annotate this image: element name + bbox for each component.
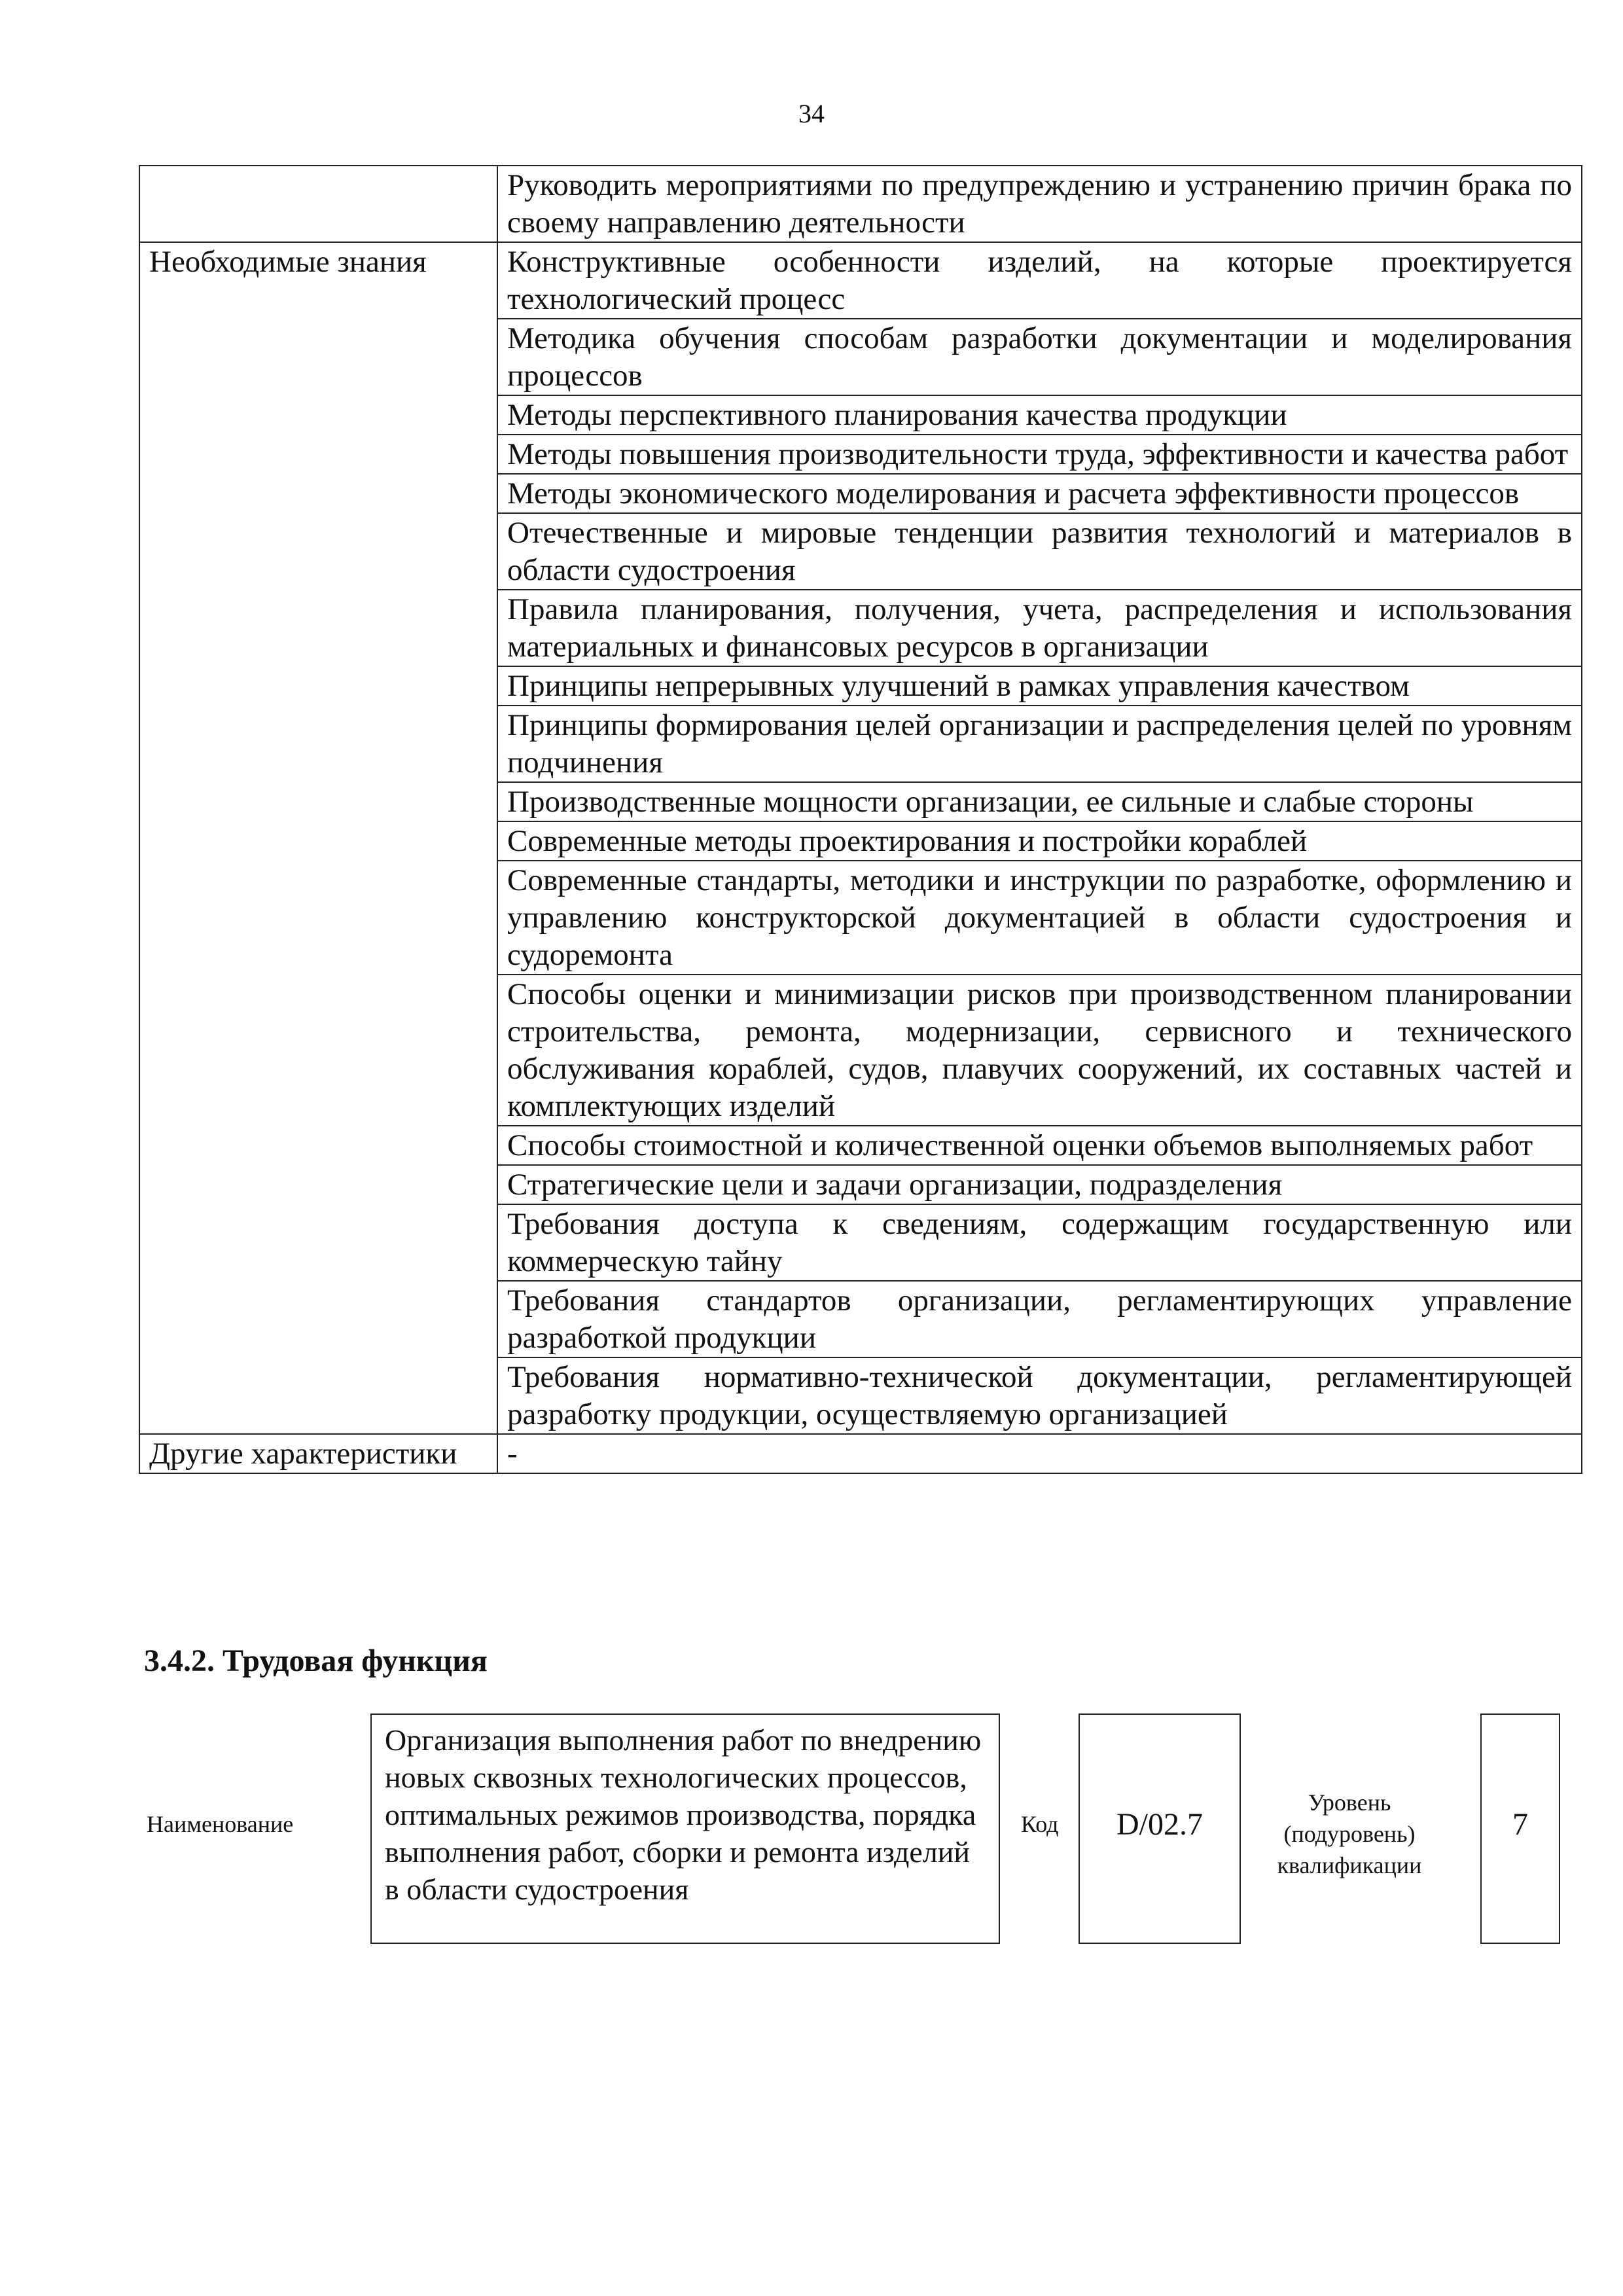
row-text: Производственные мощности организации, ее сильные и слабые стороны: [497, 782, 1582, 821]
name-value-box: Организация выполнения работ по внедрению новых сквозных технологических процессов, оптимальных режимов производства, порядка выполнения работ, сборки и ремонта изделий в области судостроения: [370, 1713, 1000, 1944]
level-label-line: (подуровень): [1283, 1821, 1416, 1847]
page-number: 34: [798, 99, 825, 128]
row-text: Методика обучения способам разработки документации и моделирования процессов: [497, 319, 1582, 395]
row-text: Методы перспективного планирования качества продукции: [497, 395, 1582, 435]
row-text: Принципы непрерывных улучшений в рамках управления качеством: [497, 666, 1582, 706]
row-text: -: [497, 1434, 1582, 1473]
row-label-required-knowledge: Необходимые знания: [139, 242, 497, 1434]
row-text: Методы повышения производительности труда, эффективности и качества работ: [497, 435, 1582, 474]
row-label-other-characteristics: Другие характеристики: [139, 1434, 497, 1473]
row-text: Стратегические цели и задачи организации, подразделения: [497, 1165, 1582, 1204]
row-text: Требования доступа к сведениям, содержащим государственную или коммерческую тайну: [497, 1204, 1582, 1281]
row-text: Современные методы проектирования и постройки кораблей: [497, 821, 1582, 861]
code-value-box: D/02.7: [1079, 1713, 1241, 1944]
row-text: Требования стандартов организации, регламентирующих управление разработкой продукции: [497, 1281, 1582, 1357]
row-text: Требования нормативно-технической документации, регламентирующей разработку продукции, осуществляемую организацией: [497, 1357, 1582, 1434]
row-text: Правила планирования, получения, учета, распределения и использования материальных и финансовых ресурсов в организации: [497, 590, 1582, 666]
section-title: 3.4.2. Трудовая функция: [144, 1643, 488, 1678]
level-label: [1251, 1787, 1448, 1881]
table-row: [139, 166, 1582, 242]
labor-function-header: [139, 1713, 1581, 1946]
row-text: Руководить мероприятиями по предупреждению и устранению причин брака по своему направлению деятельности: [497, 166, 1582, 242]
table-row: [139, 242, 1582, 319]
row-text: Методы экономического моделирования и расчета эффективности процессов: [497, 474, 1582, 513]
knowledge-table: [139, 165, 1582, 1474]
code-label: Код: [1021, 1811, 1059, 1837]
name-label: Наименование: [147, 1811, 294, 1837]
row-text: Конструктивные особенности изделий, на которые проектируется технологический процесс: [497, 242, 1582, 319]
row-label: [139, 166, 497, 242]
level-label-line: квалификации: [1277, 1852, 1422, 1878]
row-text: Отечественные и мировые тенденции развития технологий и материалов в области судостроения: [497, 513, 1582, 590]
row-text: Способы стоимостной и количественной оценки объемов выполняемых работ: [497, 1126, 1582, 1165]
row-text: Принципы формирования целей организации и распределения целей по уровням подчинения: [497, 706, 1582, 782]
table-row: [139, 1434, 1582, 1473]
level-label-line: Уровень: [1308, 1789, 1391, 1816]
row-text: Способы оценки и минимизации рисков при производственном планировании строительства, ремонта, модернизации, сервисного и технического обслуживания кораблей, судов, плавучих сооружений, их составных частей и комплектующих изделий: [497, 975, 1582, 1126]
row-text: Современные стандарты, методики и инструкции по разработке, оформлению и управлению конструкторской документацией в области судостроения и судоремонта: [497, 861, 1582, 975]
level-value-box: 7: [1480, 1713, 1560, 1944]
